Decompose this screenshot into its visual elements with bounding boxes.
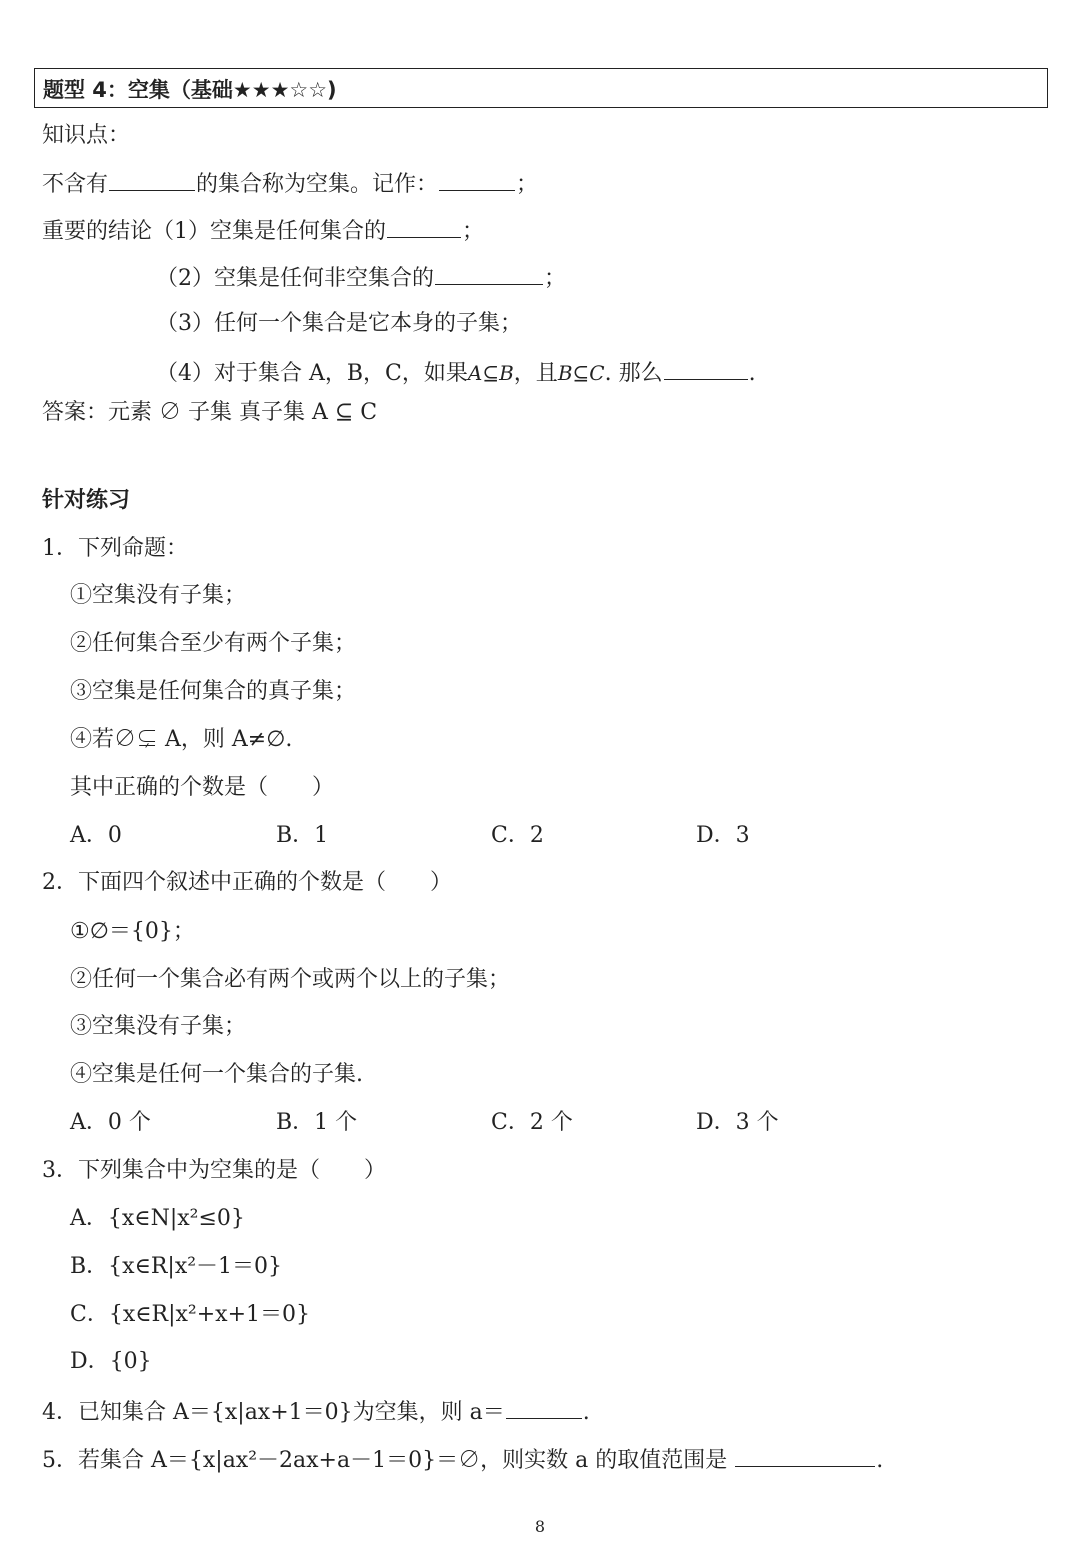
text-segment: . 那么 [604,361,663,386]
q2-option-c: C．2 个 [491,1110,573,1135]
q2-item: ①∅＝{0}； [70,919,195,944]
q3-option-a: A．{x∈N|x²≤0} [70,1206,245,1231]
q2-item: ④空集是任何一个集合的子集. [70,1062,363,1087]
q2-item: ③空集没有子集； [70,1014,247,1039]
page-number: 8 [534,1517,546,1536]
text-segment: . [748,361,756,386]
conclusion-1 [42,215,484,247]
text-segment: （2）空集是任何非空集合的 [156,266,434,291]
q1-item: ③空集是任何集合的真子集； [70,679,357,704]
q2-option-b: B．1 个 [276,1110,358,1135]
q4 [42,1396,590,1428]
q1-stem: 1．下列命题： [42,536,188,561]
q3-option-d: D．{0} [70,1349,152,1374]
text-segment: ； [516,172,539,197]
knowledge-line-1 [42,168,538,200]
fill-blank [735,1444,875,1467]
conclusion-2 [156,262,566,294]
q1-option-a: A．0 [70,823,122,848]
q1-item: ④若∅⊊ A，则 A≠∅. [70,727,293,752]
q1-option-d: D．3 [696,823,750,848]
q5 [42,1444,883,1476]
text-segment: 不含有 [42,172,109,197]
q2-option-a: A．0 个 [70,1110,151,1135]
text-segment: （4）对于集合 A，B，C，如果 [156,361,468,386]
conclusion-3: （3）任何一个集合是它本身的子集； [156,311,522,336]
knowledge-heading: 知识点： [42,123,131,148]
text-segment: ； [544,266,567,291]
q5-end: . [876,1448,884,1473]
q3-stem: 3．下列集合中为空集的是（ ） [42,1158,386,1183]
q1-item: ②任何集合至少有两个子集； [70,631,357,656]
q2-option-d: D．3 个 [696,1110,779,1135]
text-segment: 重要的结论（1）空集是任何集合的 [42,219,386,244]
q4-end: . [582,1400,590,1425]
practice-heading: 针对练习 [42,488,131,513]
fill-blank [506,1396,582,1419]
q5-stem: 5．若集合 A＝{x|ax²－2ax+a－1＝0}＝∅，则实数 a 的取值范围是 [42,1448,728,1473]
section-title-box [34,68,1048,108]
q1-option-b: B．1 [276,823,329,848]
conclusion-4 [156,357,756,389]
math-expression: B⊆C [557,361,605,385]
fill-blank [439,168,515,191]
fill-blank [664,357,748,380]
fill-blank [435,262,543,285]
q1-item: ①空集没有子集； [70,583,247,608]
text-segment: ； [462,219,485,244]
q3-option-b: B．{x∈R|x²－1＝0} [70,1254,283,1279]
fill-blank [387,215,461,238]
fill-blank [109,168,195,191]
q1-option-c: C．2 [491,823,544,848]
answer-line: 答案：元素 ∅ 子集 真子集 A ⊆ C [42,400,378,425]
q2-item: ②任何一个集合必有两个或两个以上的子集； [70,967,511,992]
q2-stem: 2．下面四个叙述中正确的个数是（ ） [42,870,452,895]
text-segment: 的集合称为空集。记作： [196,172,439,197]
section-title: 题型 4：空集（基础★★★☆☆) [43,78,337,102]
q1-ask: 其中正确的个数是（ ） [70,775,335,800]
math-expression: A⊆B [467,361,514,385]
q3-option-c: C．{x∈R|x²+x+1＝0} [70,1302,310,1327]
text-segment: ，且 [513,361,558,386]
q4-stem: 4．已知集合 A＝{x|ax+1＝0}为空集，则 a＝ [42,1400,505,1425]
